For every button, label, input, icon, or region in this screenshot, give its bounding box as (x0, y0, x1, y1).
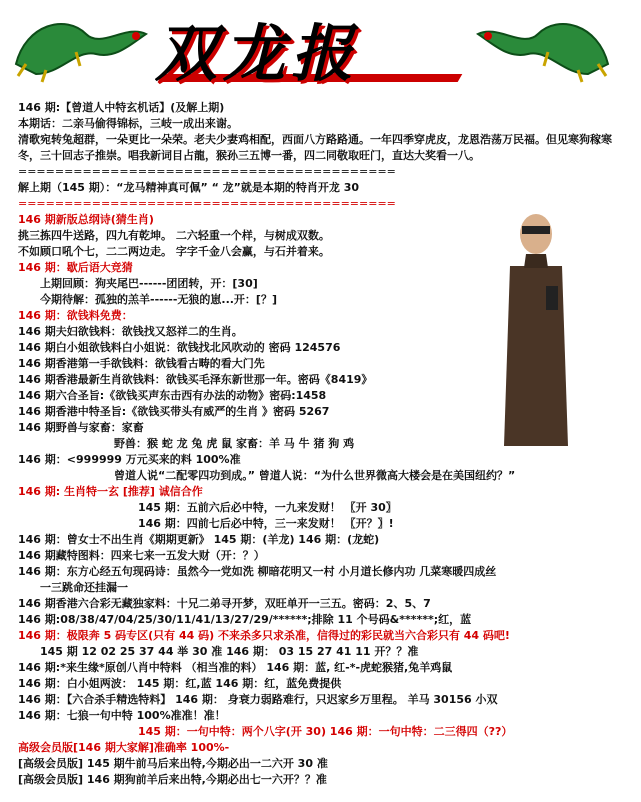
highlight-line: 146 期：极限奔 5 码专区(只有 44 码) 不来杀多只求杀准，信得过的彩民就当六合彩只有 44 码吧! (18, 629, 510, 642)
text-line: 146 期六合圣旨:《欲钱买声东击西有办法的动物》密码:1458 (18, 389, 327, 402)
highlight-line: 145 期：一句中特：两个八字(开 30) 146 期：一句中特：二三得四（??） (138, 725, 513, 738)
text-paragraph: 清歌宛转兔超群，一朵更比一朵荣。老夫少妻鸡相配，西面八方路路通。一年四季穿虎皮，龙恩浩荡万民福。但见寒狗稼寒冬，三十回志子推崇。唱我新词目占龍，猴孙三五博一番，四二同敬取旺门，直达大奖看一八。 (18, 133, 612, 162)
text-line: 146 期夫妇欲钱料：欲钱找又怒祥二的生肖。 (18, 325, 243, 338)
text-line: 146 期：四前七后必中特，三一来发财！ 〖开？〗! (138, 517, 394, 530)
text-line: 挑三拣四牛送路，四九有乾坤。 二六轻重一个样，与树成双数。 (18, 229, 330, 242)
text-line: 野兽：猴 蛇 龙 兔 虎 鼠 家畜：羊 马 牛 猪 狗 鸡 (114, 437, 355, 450)
section-heading: 146 期新版总纲诗(猜生肖) (18, 213, 154, 226)
section-heading: 146 期: 生肖特一玄 [推荐] 诚信合作 (18, 485, 203, 498)
text-line: 146 期：【六合杀手精选特料】 146 期： 身衰力弱路难行，只迟家乡万里程。 羊马 30156 小双 (18, 693, 498, 706)
text-line: 145 期：五前六后必中特，一九来发财！ 〖开 30〗 (138, 501, 397, 514)
text-line: 解上期（145 期）：“龙马精神真可佩” “ 龙”就是本期的特肖开龙 30 (18, 181, 360, 194)
text-line: 146 期：<999999 万元买来的料 100%准 (18, 453, 241, 466)
text-line: 146 期香港第一手欲钱料：欲钱看古畴的看大门先 (18, 357, 265, 370)
text-line: 不如顾口吼个七，二二两边走。 字字千金八会赢，与石并着来。 (18, 245, 330, 258)
section-heading: 146 期：欲钱料免费： (18, 309, 133, 322)
text-line: 146 期香港中特圣旨:《欲钱买带头有威严的生肖 》密码 5267 (18, 405, 330, 418)
text-line: 146 期：七狼一句中特 100%准准！准！ (18, 709, 226, 722)
text-line: 146 期：东方心经五句现码诗：虽然今一党如洗 柳暗花明又一村 小月道长修内功 几菜寒暖四成丝 (18, 565, 497, 578)
text-line: 146 期：白小姐两波： 145 期：红,蓝 146 期：红，蓝免费提供 (18, 677, 342, 690)
text-line: [高级会员版] 145 期牛前马后来出特,今期必出一二六开 30 准 (18, 757, 328, 770)
text-line: 曾道人说“二配零四功到成。” 曾道人说：“为什么世界微高大楼会是在美国纽约？” (114, 469, 516, 482)
text-line: 本期话：二亲马偷得锦标，三岐一成出来谢。 (18, 117, 238, 130)
text-line: [高级会员版] 146 期狗前羊后来出特,今期必出七一六开？？准 (18, 773, 327, 786)
text-line: 146 期野兽与家畜：家畜 (18, 421, 144, 434)
page-header (0, 0, 641, 100)
text-line: 今期待解：孤独的羔羊------无狼的崽...开：[？] (40, 293, 277, 306)
text-line: 146 期藏特图料：四来七来一五发大财（开：？） (18, 549, 265, 562)
section-heading: 高级会员版[146 期大家解]准确率 100%- (18, 741, 230, 754)
text-line: 一三跳命还挂漏一 (40, 581, 128, 594)
text-line: 146 期香港六合彩无藏独家料：十兄二弟寻开梦，双旺单开一三五。密码：2、5、7 (18, 597, 431, 610)
text-line: 146 期：曾女士不出生肖《期期更新》 145 期：(羊龙) 146 期：(龙蛇) (18, 533, 380, 546)
right-dragon-icon (468, 4, 618, 86)
text-line: 上期回顾：狗夹尾巴------团团转，开：[30] (40, 277, 258, 290)
text-line: 146 期:*来生缘*原创八肖中特料 （相当准的料） 146 期：蓝, 红-*-虎蛇猴猪,兔羊鸡鼠 (18, 661, 453, 674)
page-title: 双龙报 (155, 18, 360, 90)
left-dragon-icon (6, 4, 156, 86)
section-heading: 146 期：歇后语大竞猜 (18, 261, 133, 274)
text-line: 146 期:08/38/47/04/25/30/11/41/13/27/29/******;排除 11 个号码&******;红，蓝 (18, 613, 472, 626)
text-line: 146 期香港最新生肖欲钱料：欲钱买毛泽东新世那一年。密码《8419》 (18, 373, 373, 386)
article-body (18, 100, 630, 788)
text-line: 145 期 12 02 25 37 44 举 30 准 146 期： 03 15 27 41 11 开？？准 (40, 645, 419, 658)
separator: ========================================= (18, 165, 396, 178)
text-line: 146 期:【曾道人中特玄机话】(及解上期) (18, 101, 225, 114)
text-line: 146 期白小姐欲钱料白小姐说：欲钱找北风吹动的 密码 124576 (18, 341, 341, 354)
separator: ========================================= (18, 197, 396, 210)
